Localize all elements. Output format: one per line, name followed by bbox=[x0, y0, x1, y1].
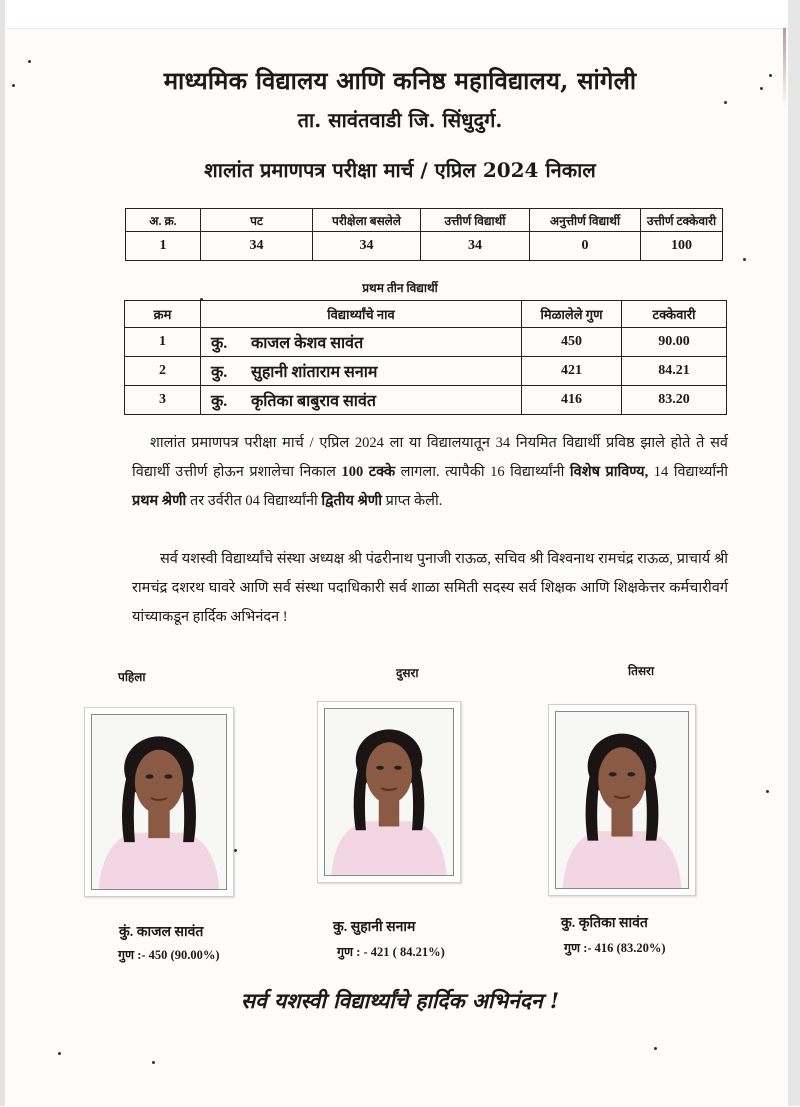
school-location: ता. सावंतवाडी जि. सिंधुदुर्ग. bbox=[297, 108, 503, 132]
col-passed: उत्तीर्ण विद्यार्थी bbox=[421, 209, 530, 232]
student-name: काजल केशव सावंत bbox=[251, 335, 364, 352]
table-row bbox=[125, 386, 727, 415]
student-photo-second bbox=[317, 701, 461, 883]
table-row bbox=[125, 357, 727, 386]
portrait-illustration bbox=[556, 712, 688, 888]
text-run: शालांत प्रमाणपत्र परीक्षा मार्च / एप्रिल 2024 ला या विद्यालयातून 34 नियमित विद्यार्थी प्रविष्ठ झाले होते ते सर्व विद्यार्थी उत्तीर्ण होऊन प्रशालेचा निकाल bbox=[132, 435, 728, 480]
cell-student-name bbox=[201, 328, 522, 357]
face-shape bbox=[598, 747, 646, 812]
toppers-table bbox=[124, 300, 727, 415]
eye-left bbox=[146, 774, 154, 778]
col-serial: अ. क्र. bbox=[126, 209, 201, 232]
rank-label-first: पहिला bbox=[118, 670, 146, 684]
cell-student-name bbox=[201, 386, 522, 415]
text-run: 14 विद्यार्थ्यांनी bbox=[648, 464, 728, 480]
cell-appeared: 34 bbox=[313, 232, 421, 261]
cell-rank: 1 bbox=[125, 328, 201, 357]
student-photo-icon bbox=[91, 714, 227, 890]
col-failed: अनुत्तीर्ण विद्यार्थी bbox=[530, 209, 641, 232]
text-run: तर उर्वरीत 04 विद्यार्थ्यांनी bbox=[186, 493, 322, 509]
caption-name-second: कु. सुहानी सनाम bbox=[333, 920, 416, 935]
braid-right bbox=[644, 773, 658, 841]
student-name: कृतिका बाबुराव सावंत bbox=[251, 393, 376, 410]
scan-speck bbox=[152, 1061, 155, 1064]
cell-marks: 450 bbox=[522, 328, 622, 357]
table-row bbox=[125, 328, 727, 357]
scan-speck bbox=[234, 849, 237, 852]
braid-right bbox=[411, 766, 425, 830]
braid-left bbox=[122, 775, 136, 842]
congratulations-paragraph: सर्व यशस्वी विद्यार्थ्यांचे संस्था अध्यक्ष श्री पंढरीनाथ पुनाजी राऊळ, सचिव श्री विश्वनाथ रामचंद्र राऊळ, प्राचार्य श्री रामचंद्र दशरथ घावरे आणि सर्व संस्था पदाधिकारी सर्व शाळा समिती सदस्य सर्व शिक्षक आणि शिक्षकेत्तर कर्मचारीवर्ग यांच्याकडून हार्दिक अभिनंदन ! bbox=[132, 551, 728, 625]
student-photo-icon bbox=[555, 711, 689, 889]
student-photo-icon bbox=[324, 708, 454, 876]
cell-failed: 0 bbox=[530, 232, 641, 261]
caption-name-third: कु. कृतिका सावंत bbox=[561, 916, 648, 931]
eye-right bbox=[627, 772, 635, 776]
result-paragraph bbox=[132, 429, 728, 516]
scan-speck bbox=[766, 790, 769, 793]
scan-speck bbox=[654, 1047, 657, 1050]
cell-passed: 34 bbox=[421, 232, 530, 261]
face-shape bbox=[366, 742, 412, 803]
eye-left bbox=[609, 772, 617, 776]
cell-rank: 2 bbox=[125, 357, 201, 386]
toppers-header-row bbox=[125, 301, 727, 328]
scan-speck bbox=[58, 1052, 61, 1055]
face-shape bbox=[135, 750, 183, 814]
caption-marks-first: गुण :- 450 (90.00%) bbox=[118, 948, 220, 962]
rank-label-second: दुसरा bbox=[396, 666, 419, 680]
portrait-illustration bbox=[92, 715, 226, 889]
col-appeared: परीक्षेला बसलेले bbox=[313, 209, 421, 232]
name-prefix: कु. bbox=[211, 364, 228, 381]
scan-speck bbox=[28, 60, 31, 63]
school-name: माध्यमिक विद्यालय आणि कनिष्ठ महाविद्यालय, सांगेली bbox=[163, 66, 637, 95]
caption-name-first: कुं. काजल सावंत bbox=[119, 925, 204, 940]
summary-header-row bbox=[126, 209, 723, 232]
col-rank: क्रम bbox=[125, 301, 201, 328]
uniform-shape bbox=[331, 821, 446, 875]
bold-run: विशेष प्राविण्य, bbox=[569, 464, 649, 480]
cell-student-name bbox=[201, 357, 522, 386]
col-percent: टक्केवारी bbox=[622, 301, 727, 328]
student-name: सुहानी शांताराम सनाम bbox=[251, 364, 378, 381]
scan-speck bbox=[743, 258, 746, 261]
cell-percent: 90.00 bbox=[622, 328, 727, 357]
eye-right bbox=[394, 766, 402, 770]
col-roll: पट bbox=[201, 209, 313, 232]
col-pass-percent: उत्तीर्ण टक्केवारी bbox=[641, 209, 723, 232]
text-run: प्राप्त केली. bbox=[382, 493, 443, 509]
exam-title: शालांत प्रमाणपत्र परीक्षा मार्च / एप्रिल 2024 निकाल bbox=[204, 158, 596, 182]
cell-serial: 1 bbox=[126, 232, 201, 261]
cell-percent: 84.21 bbox=[622, 357, 727, 386]
student-photo-first bbox=[84, 707, 234, 897]
table-row bbox=[126, 232, 723, 261]
bold-run: प्रथम श्रेणी bbox=[132, 493, 187, 509]
col-student-name: विद्यार्थ्यांचे नाव bbox=[201, 301, 522, 328]
name-prefix: कु. bbox=[211, 393, 228, 410]
portrait-illustration bbox=[325, 709, 453, 875]
cell-rank: 3 bbox=[125, 386, 201, 415]
uniform-shape bbox=[99, 833, 220, 889]
rank-label-third: तिसरा bbox=[628, 664, 655, 678]
braid-left bbox=[586, 773, 600, 841]
caption-marks-second: गुण : - 421 ( 84.21%) bbox=[337, 945, 445, 959]
toppers-label: प्रथम तीन विद्यार्थी bbox=[362, 281, 438, 295]
cell-marks: 421 bbox=[522, 357, 622, 386]
col-marks: मिळालेले गुण bbox=[522, 301, 622, 328]
bold-run: 100 टक्के bbox=[341, 464, 396, 480]
name-prefix: कु. bbox=[211, 335, 228, 352]
uniform-shape bbox=[563, 831, 682, 888]
summary-table bbox=[125, 208, 723, 261]
braid-left bbox=[354, 766, 368, 830]
eye-right bbox=[164, 774, 172, 778]
cell-pass-percent: 100 bbox=[641, 232, 723, 261]
text-run: लागला. त्यापैकी 16 विद्यार्थ्यांनी bbox=[395, 464, 570, 480]
braid-right bbox=[182, 775, 196, 842]
cell-marks: 416 bbox=[522, 386, 622, 415]
cell-percent: 83.20 bbox=[622, 386, 727, 415]
bold-run: द्वितीय श्रेणी bbox=[321, 493, 383, 509]
caption-marks-third: गुण :- 416 (83.20%) bbox=[564, 941, 666, 955]
student-photo-third bbox=[548, 704, 696, 896]
scan-speck bbox=[724, 101, 727, 104]
closing-congratulations: सर्व यशस्वी विद्यार्थ्यांचे हार्दिक अभिनंदन ! bbox=[240, 988, 560, 1013]
eye-left bbox=[376, 766, 384, 770]
cell-roll: 34 bbox=[201, 232, 313, 261]
